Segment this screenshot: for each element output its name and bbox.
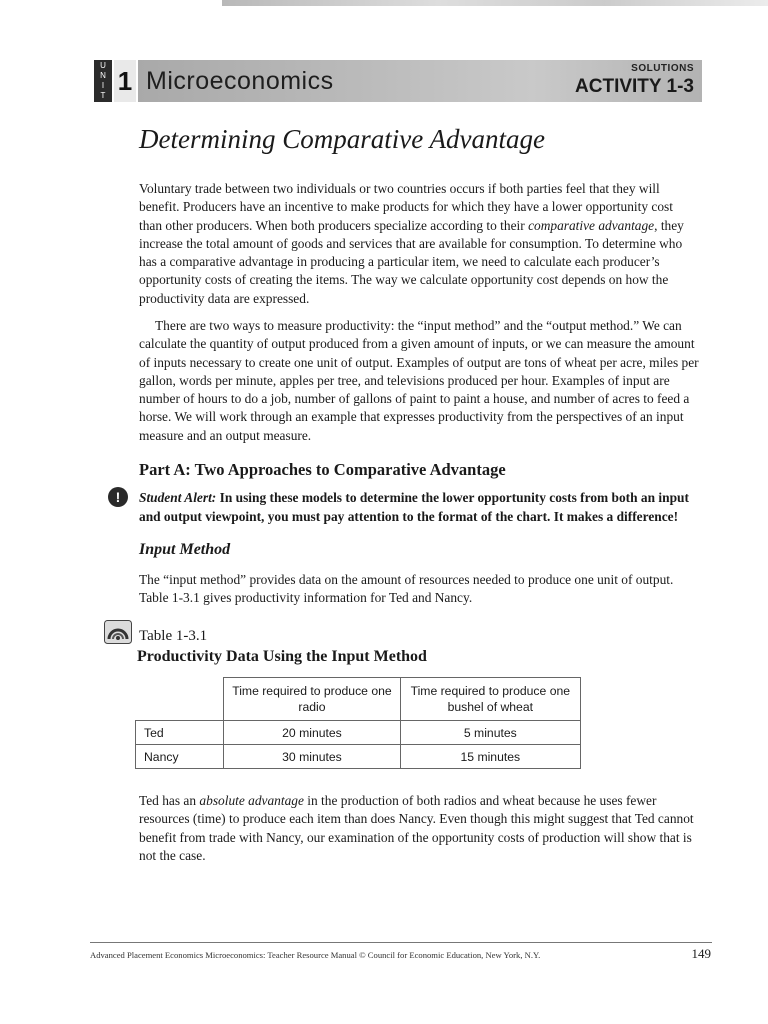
student-alert xyxy=(139,488,699,526)
table-visual-icon xyxy=(104,620,132,644)
footer-divider xyxy=(90,942,712,943)
table-label: Table 1-3.1 xyxy=(139,628,208,644)
intro-paragraph-2: There are two ways to measure productivity: the “input method” and the “output method.” We can calculate the quantity of output produced from a given amount of inputs, or we can measure the amount of inputs necessary to create one unit of output. Examples of output are tons of wheat per acre, miles per gallon, words per minute, apples per tree, and televisions produced per hour. Examples of input are number of hours to do a job, number of gallons of paint to paint a house, and number of acres to feed a horse. We will work through an example that expresses productivity from the perspectives of an input measure and an output measure. xyxy=(139,318,699,443)
scan-artifact xyxy=(222,0,768,6)
unit-letter: I xyxy=(101,81,105,90)
producer-name: Nancy xyxy=(136,745,224,769)
activity-label: ACTIVITY 1-3 xyxy=(575,76,694,97)
part-a-heading: Part A: Two Approaches to Comparative Advantage xyxy=(139,460,506,479)
productivity-table xyxy=(135,677,581,769)
exclamation-circle-icon: ! xyxy=(108,487,128,507)
unit-letter: U xyxy=(100,61,106,70)
conclusion-text: Ted has an xyxy=(139,793,200,808)
table-header-row xyxy=(136,678,581,721)
table-row xyxy=(136,721,581,745)
unit-letter: T xyxy=(100,91,106,100)
unit-title: Microeconomics xyxy=(146,67,334,95)
wheat-time-cell: 5 minutes xyxy=(400,721,580,745)
input-method-paragraph: The “input method” provides data on the amount of resources needed to produce one unit of output. Table 1-3.1 gives productivity information for Ted and Nancy. xyxy=(139,572,674,606)
comparative-advantage-term: comparative advantage xyxy=(528,217,655,233)
absolute-advantage-term: absolute advantage xyxy=(199,793,304,808)
radio-time-header: Time required to produce one radio xyxy=(224,678,400,721)
alert-body: In using these models to determine the lower opportunity costs from both an input and output viewpoint, you must pay attention to the format of the chart. It makes a difference! xyxy=(139,490,689,524)
radio-time-cell: 30 minutes xyxy=(224,745,400,769)
header-band xyxy=(138,60,702,102)
producer-name: Ted xyxy=(136,721,224,745)
intro-text: , they increase the total amount of goods and services that are available for consumption. To determine who has a comparative advantage in producing a particular item, we need to calculate each producer’s opportunity costs of creating the items. The way we calculate opportunity cost depends on how the productivity data are expressed. xyxy=(139,217,684,306)
intro-text: Voluntary trade between two individuals or two countries occurs if both parties feel that they will benefit. Producers have an incentive to make products for which they have a lower opportunity cost than other producers. When both producers specialize according to their xyxy=(139,181,673,233)
input-method-heading: Input Method xyxy=(139,541,231,558)
footer-citation: Advanced Placement Economics Microeconomics: Teacher Resource Manual © Council for Economic Education, New York, N.Y. xyxy=(90,950,541,960)
wheat-time-cell: 15 minutes xyxy=(400,745,580,769)
page-title: Determining Comparative Advantage xyxy=(139,124,545,154)
conclusion-paragraph xyxy=(139,792,699,865)
page-number: 149 xyxy=(691,946,711,961)
table-row xyxy=(136,745,581,769)
table-title: Productivity Data Using the Input Method xyxy=(137,648,427,665)
alert-lead: Student Alert: xyxy=(139,490,217,505)
conclusion-text: in the production of both radios and wheat because he uses fewer resources (time) to produce each item than does Nancy. Even though this might suggest that Ted cannot benefit from trade with Nancy, our examination of the opportunity costs of production will show that is not the case. xyxy=(139,793,694,863)
radio-time-cell: 20 minutes xyxy=(224,721,400,745)
unit-letter: N xyxy=(100,71,106,80)
unit-tab xyxy=(94,60,112,102)
intro-paragraph-1 xyxy=(139,180,699,308)
unit-number: 1 xyxy=(114,60,136,102)
table-corner-cell xyxy=(136,678,224,721)
wheat-time-header: Time required to produce one bushel of wheat xyxy=(400,678,580,721)
solutions-label: SOLUTIONS xyxy=(631,63,694,74)
